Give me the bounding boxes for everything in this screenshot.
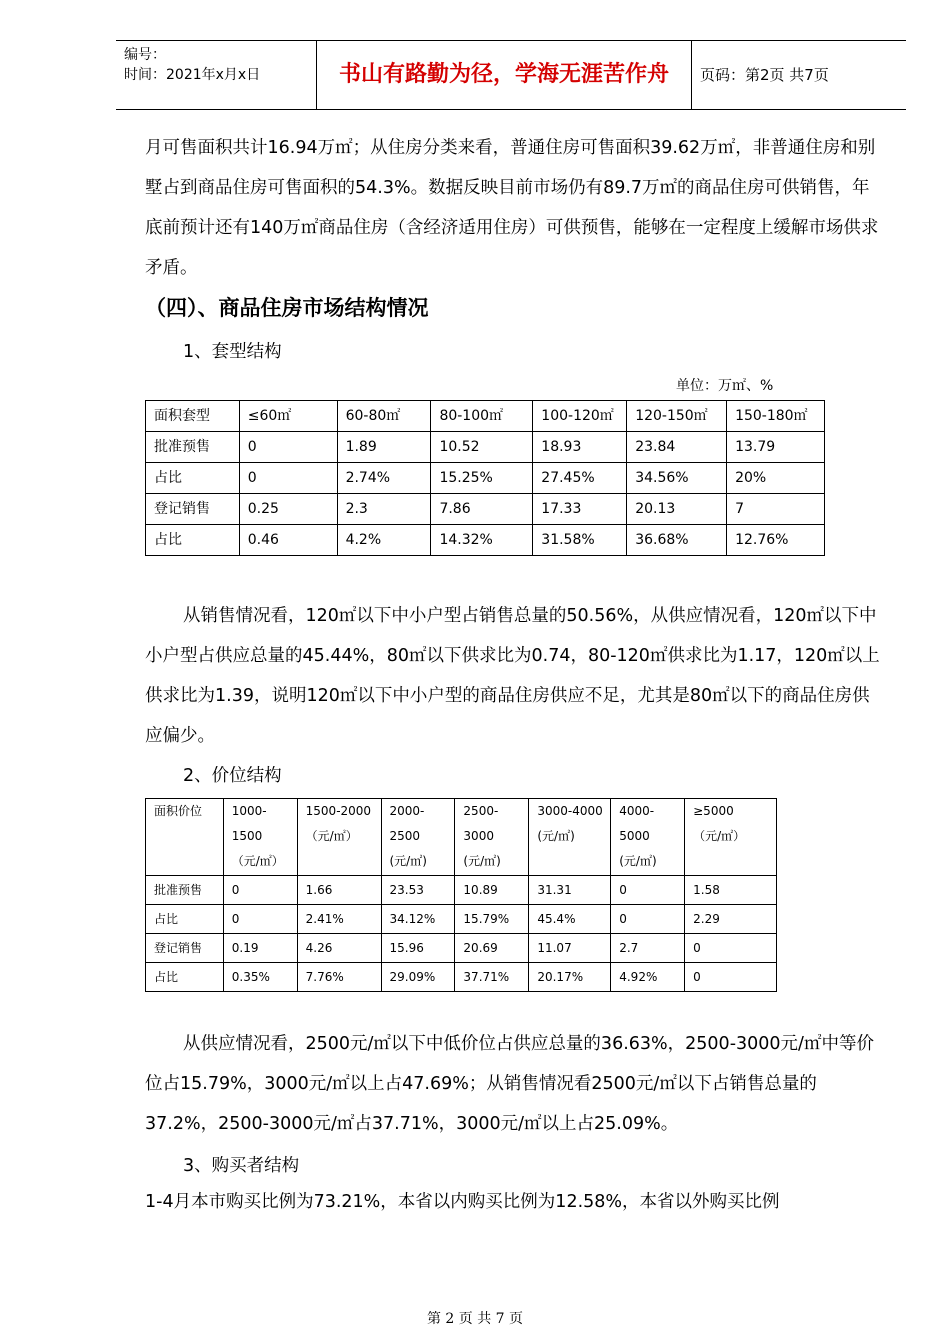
- table-cell: 37.71%: [455, 963, 529, 992]
- table-cell: 20.13: [627, 494, 727, 525]
- table-cell: 11.07: [529, 934, 611, 963]
- table-cell: 31.31: [529, 876, 611, 905]
- price-structure-table: [145, 798, 777, 992]
- table-cell: 批准预售: [146, 876, 224, 905]
- table-cell: 23.84: [627, 432, 727, 463]
- table-cell: 登记销售: [146, 934, 224, 963]
- table-header-cell: 80-100㎡: [431, 401, 533, 432]
- table-cell: 13.79: [727, 432, 825, 463]
- paragraph-unit-analysis: 从销售情况看，120㎡以下中小户型占销售总量的50.56%，从供应情况看，120㎡以下中小户型占供应总量的45.44%，80㎡以下供求比为0.74，80-120㎡供求比为1.17，120㎡以上供求比为1.39，说明120㎡以下中小户型的商品住房供应不足，尤其是80㎡以下的商品住房供应偏少。: [145, 606, 880, 746]
- header-meta: [116, 41, 314, 109]
- table-row: [146, 905, 777, 934]
- table-cell: 10.52: [431, 432, 533, 463]
- header-line: （元/㎡）: [231, 854, 284, 868]
- header-line: (元/㎡): [537, 829, 575, 843]
- table-cell: 31.58%: [533, 525, 627, 556]
- table-cell: 登记销售: [146, 494, 240, 525]
- table-cell: 2.74%: [337, 463, 431, 494]
- paragraph-buyer: 1-4月本市购买比例为73.21%，本省以内购买比例为12.58%，本省以外购买比例: [145, 1192, 780, 1212]
- table-header-cell: 面积套型: [146, 401, 240, 432]
- table-header-cell: ≤60㎡: [239, 401, 337, 432]
- header-time: 时间：2021年x月x日: [124, 67, 261, 83]
- header-line: （元/㎡）: [693, 829, 746, 843]
- table-cell: 15.79%: [455, 905, 529, 934]
- table-cell: 20.17%: [529, 963, 611, 992]
- header-line: 1500: [231, 829, 263, 843]
- table-header-cell: 100-120㎡: [533, 401, 627, 432]
- table-cell: 15.96: [381, 934, 455, 963]
- unit-structure-table: [145, 400, 825, 556]
- header-page-number: 页码：第2页 共7页: [700, 66, 829, 84]
- table-header-cell: [611, 799, 685, 876]
- table-header-cell: [223, 799, 297, 876]
- header-line: 2500: [389, 829, 421, 843]
- table-cell: 占比: [146, 525, 240, 556]
- table-cell: 45.4%: [529, 905, 611, 934]
- table-row: [146, 525, 825, 556]
- table-cell: 占比: [146, 905, 224, 934]
- table-header-cell: [685, 799, 777, 876]
- table-cell: 2.7: [611, 934, 685, 963]
- page-footer: 第 2 页 共 7 页: [426, 1311, 524, 1327]
- table-cell: 27.45%: [533, 463, 627, 494]
- table-cell: 占比: [146, 463, 240, 494]
- table-cell: 34.56%: [627, 463, 727, 494]
- header-line: ≥5000: [693, 804, 734, 818]
- table-row: [146, 963, 777, 992]
- table-cell: 1.58: [685, 876, 777, 905]
- table-header-cell: [146, 799, 224, 876]
- table-header-cell: [381, 799, 455, 876]
- table-cell: 0: [685, 934, 777, 963]
- table-cell: 12.76%: [727, 525, 825, 556]
- subheading-unit-structure: 1、套型结构: [183, 342, 282, 362]
- header-line: 2500-: [463, 804, 499, 818]
- table-row: [146, 934, 777, 963]
- table-cell: 29.09%: [381, 963, 455, 992]
- table-cell: 7: [727, 494, 825, 525]
- table-cell: 36.68%: [627, 525, 727, 556]
- page-header: [116, 40, 906, 110]
- table-cell: 18.93: [533, 432, 627, 463]
- table-cell: 0: [685, 963, 777, 992]
- header-line: 3000-4000: [537, 804, 603, 818]
- table-cell: 批准预售: [146, 432, 240, 463]
- table-row: [146, 876, 777, 905]
- table-cell: 17.33: [533, 494, 627, 525]
- table-cell: 2.41%: [297, 905, 381, 934]
- table-cell: 7.76%: [297, 963, 381, 992]
- table-header-cell: [297, 799, 381, 876]
- table-cell: 0: [239, 463, 337, 494]
- header-line: 2000-: [389, 804, 425, 818]
- table-cell: 0: [223, 876, 297, 905]
- table-header-cell: [455, 799, 529, 876]
- table-cell: 23.53: [381, 876, 455, 905]
- table-cell: 0: [611, 876, 685, 905]
- paragraph-supply: 月可售面积共计16.94万㎡；从住房分类来看，普通住房可售面积39.62万㎡，非普通住房和别墅占到商品住房可售面积的54.3%。数据反映目前市场仍有89.7万㎡的商品住房可供销售，年底前预计还有140万㎡商品住房（含经济适用住房）可供预售，能够在一定程度上缓解市场供求矛盾。: [145, 138, 879, 278]
- table-header-cell: [529, 799, 611, 876]
- table-row: [146, 463, 825, 494]
- table-cell: 10.89: [455, 876, 529, 905]
- section-heading-4: （四）、商品住房市场结构情况: [145, 296, 429, 320]
- table-cell: 4.2%: [337, 525, 431, 556]
- header-line: 1500-2000: [305, 804, 372, 818]
- table-cell: 0.19: [223, 934, 297, 963]
- table-header-cell: 60-80㎡: [337, 401, 431, 432]
- header-line: 1000-: [231, 804, 267, 818]
- table-cell: 4.92%: [611, 963, 685, 992]
- table-cell: 20.69: [455, 934, 529, 963]
- paragraph-price-analysis: 从供应情况看，2500元/㎡以下中低价位占供应总量的36.63%，2500-3000元/㎡中等价位占15.79%，3000元/㎡以上占47.69%；从销售情况看2500元/㎡以下占销售总量的37.2%，2500-3000元/㎡占37.71%，3000元/㎡以上占25.09%。: [145, 1034, 874, 1134]
- table-header-cell: 120-150㎡: [627, 401, 727, 432]
- header-number: 编号：: [124, 47, 166, 63]
- table-cell: 34.12%: [381, 905, 455, 934]
- table-unit-note: 单位：万㎡、%: [676, 378, 774, 394]
- table-cell: 0.25: [239, 494, 337, 525]
- table-row: [146, 432, 825, 463]
- table-row: [146, 494, 825, 525]
- table-cell: 0.35%: [223, 963, 297, 992]
- header-motto: 书山有路勤为径，学海无涯苦作舟: [316, 41, 692, 109]
- table-cell: 0.46: [239, 525, 337, 556]
- table-cell: 2.29: [685, 905, 777, 934]
- table-cell: 7.86: [431, 494, 533, 525]
- header-line: 5000: [619, 829, 650, 843]
- table-cell: 4.26: [297, 934, 381, 963]
- header-line: 3000: [463, 829, 494, 843]
- table-cell: 14.32%: [431, 525, 533, 556]
- table-header-row: [146, 799, 777, 876]
- header-line: （元/㎡）: [305, 829, 358, 843]
- table-cell: 15.25%: [431, 463, 533, 494]
- table-cell: 1.66: [297, 876, 381, 905]
- header-line: (元/㎡): [389, 854, 427, 868]
- table-cell: 1.89: [337, 432, 431, 463]
- subheading-price-structure: 2、价位结构: [183, 766, 282, 786]
- header-line: 面积价位: [154, 804, 203, 818]
- table-header-cell: 150-180㎡: [727, 401, 825, 432]
- table-cell: 0: [223, 905, 297, 934]
- table-cell: 0: [611, 905, 685, 934]
- table-header-row: [146, 401, 825, 432]
- header-line: 4000-: [619, 804, 655, 818]
- subheading-buyer-structure: 3、购买者结构: [183, 1156, 300, 1176]
- table-cell: 20%: [727, 463, 825, 494]
- table-cell: 2.3: [337, 494, 431, 525]
- table-cell: 占比: [146, 963, 224, 992]
- header-line: (元/㎡): [463, 854, 501, 868]
- table-cell: 0: [239, 432, 337, 463]
- header-line: (元/㎡): [619, 854, 657, 868]
